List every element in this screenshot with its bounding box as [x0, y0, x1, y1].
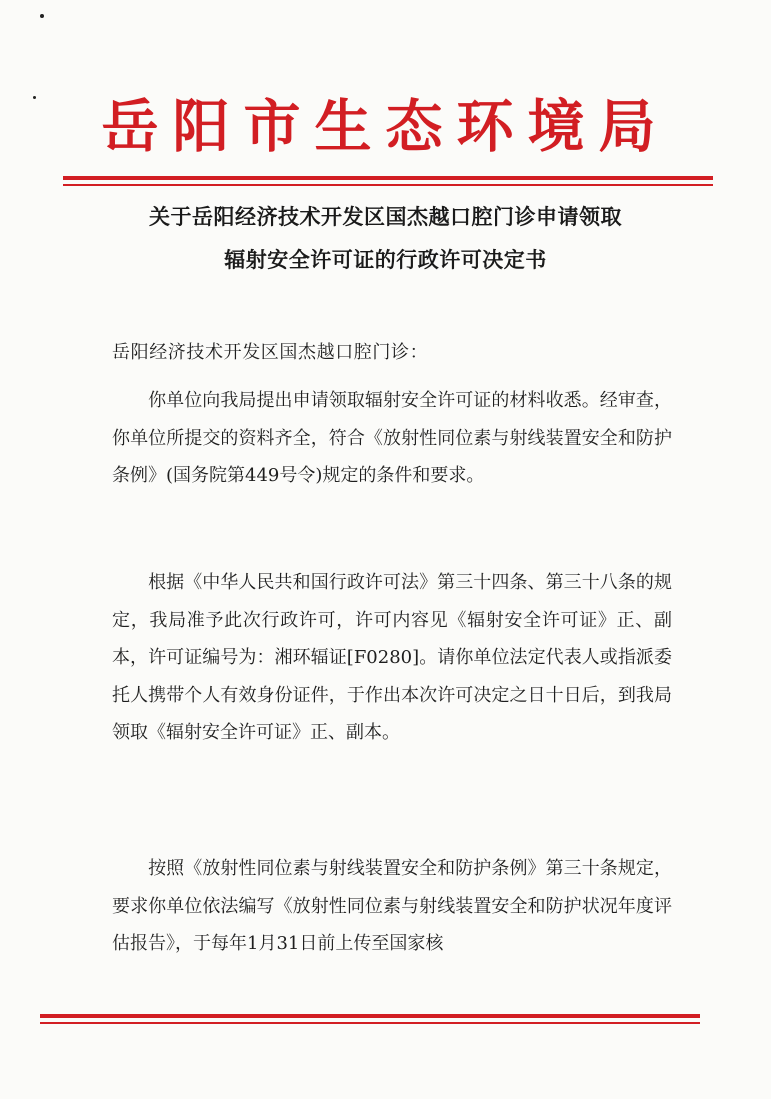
footer-rule-thin — [40, 1022, 700, 1024]
document-title-line-1: 关于岳阳经济技术开发区国杰越口腔门诊申请领取 — [149, 205, 622, 229]
body-paragraph-3 — [112, 850, 672, 963]
document-title-line-2: 辐射安全许可证的行政许可决定书 — [224, 248, 547, 272]
letterhead-rule-thin — [63, 184, 713, 186]
body-paragraph-1 — [112, 382, 672, 495]
body-paragraph-2 — [112, 564, 672, 752]
body-paragraph-2-text: 根据《中华人民共和国行政许可法》第三十四条、第三十八条的规定，我局准予此次行政许可，许可内容见《辐射安全许可证》正、副本，许可证编号为：湘环辐证[F0280]。请你单位法定代表人或指派委托人携带个人有效身份证件，于作出本次许可决定之日十日后，到我局领取《辐射安全许可证》正、副本。 — [112, 572, 672, 743]
body-paragraph-3-text: 按照《放射性同位素与射线装置安全和防护条例》第三十条规定，要求你单位依法编写《放射性同位素与射线装置安全和防护状况年度评估报告》，于每年1月31日前上传至国家核 — [112, 858, 672, 954]
letterhead-rule-thick — [63, 176, 713, 180]
body-paragraph-1-text: 你单位向我局提出申请领取辐射安全许可证的材料收悉。经审查，你单位所提交的资料齐全，符合《放射性同位素与射线装置安全和防护条例》(国务院第449号令)规定的条件和要求。 — [112, 390, 672, 486]
salutation: 岳阳经济技术开发区国杰越口腔门诊： — [112, 342, 429, 363]
scan-speck — [40, 14, 44, 18]
footer-rule-thick — [40, 1014, 700, 1018]
agency-letterhead: 岳阳市生态环境局 — [101, 93, 670, 160]
